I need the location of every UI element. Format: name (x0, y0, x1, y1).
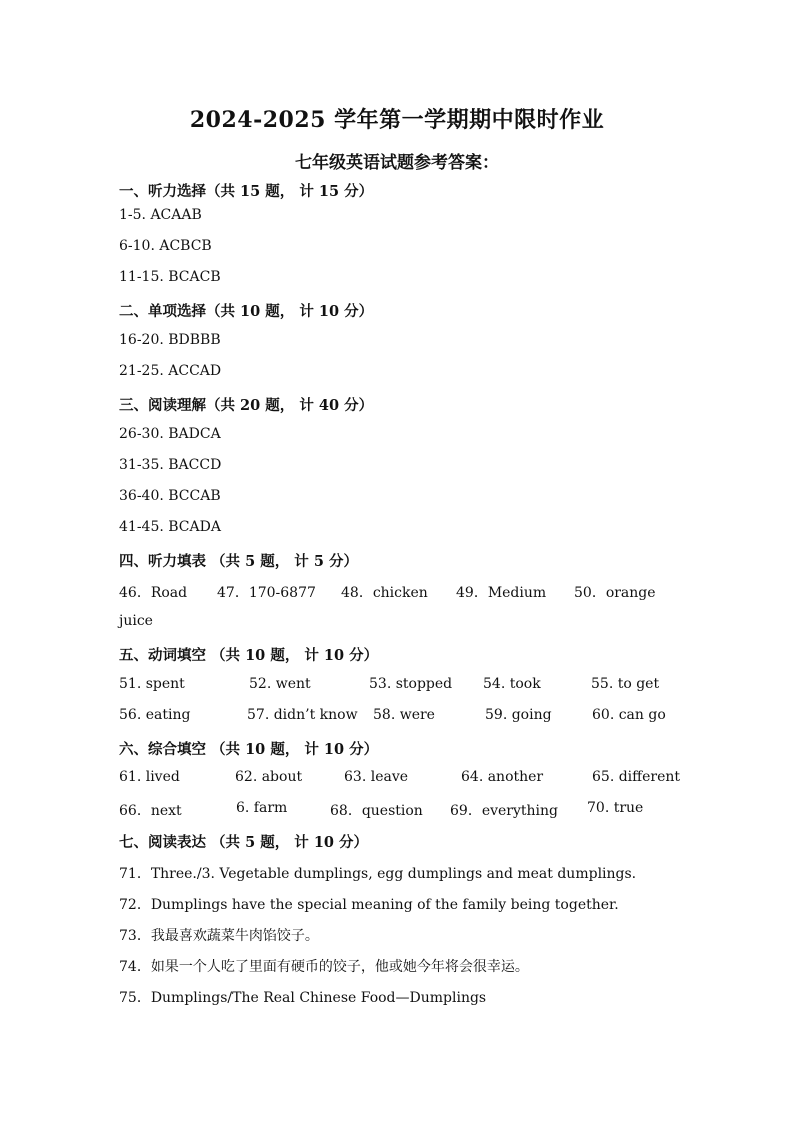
answer-line: 16-20. BDBBB (119, 332, 221, 348)
answer-cell: 47．170-6877 (217, 585, 316, 601)
answer-cell: 6. farm (236, 800, 288, 816)
answer-line: 1-5. ACAAB (119, 207, 202, 223)
answer-row (0, 582, 794, 602)
answer-row (0, 676, 794, 696)
answer-cell: 56. eating (119, 707, 191, 723)
answer-cell: 50．orange (574, 585, 656, 601)
answer-cell: 57. didn’t know (247, 707, 358, 723)
answer-cell: 46．Road (119, 585, 188, 601)
answer-line: 74．如果一个人吃了里面有硬币的饺子，他或她今年将会很幸运。 (119, 959, 529, 975)
answer-cell: 61. lived (119, 769, 180, 785)
answer-cell: 63. leave (344, 769, 409, 785)
answer-line: 72．Dumplings have the special meaning of the family being together. (119, 897, 619, 913)
answer-row (0, 800, 794, 820)
answer-cell: 70. true (587, 800, 644, 816)
section-6-heading: 六、综合填空 （共 10 题， 计 10 分） (119, 741, 379, 758)
answer-cell: 51. spent (119, 676, 185, 692)
answer-cell: 69．everything (450, 803, 558, 819)
answer-cell: 53. stopped (369, 676, 453, 692)
answer-row (0, 707, 794, 727)
answer-line: 73．我最喜欢蔬菜牛肉馅饺子。 (119, 928, 319, 944)
answer-cell: 52. went (249, 676, 311, 692)
page-subtitle: 七年级英语试题参考答案： (295, 153, 499, 173)
answer-cell: 59. going (485, 707, 552, 723)
answer-line: 41-45. BCADA (119, 519, 221, 535)
answer-cell: 58. were (373, 707, 435, 723)
answer-cell: 54. took (483, 676, 541, 692)
section-1-heading: 一、听力选择（共 15 题， 计 15 分） (119, 183, 374, 200)
answer-line: juice (119, 613, 153, 629)
answer-cell: 65. different (592, 769, 681, 785)
answer-cell: 48．chicken (341, 585, 428, 601)
section-4-heading: 四、听力填表 （共 5 题， 计 5 分） (119, 553, 358, 570)
page-title: 2024-2025 学年第一学期期中限时作业 (189, 107, 605, 133)
section-7-heading: 七、阅读表达 （共 5 题， 计 10 分） (119, 834, 369, 851)
answer-line: 36-40. BCCAB (119, 488, 221, 504)
answer-cell: 64. another (461, 769, 544, 785)
answer-line: 71．Three./3. Vegetable dumplings, egg dumplings and meat dumplings. (119, 866, 637, 882)
section-5-heading: 五、动词填空 （共 10 题， 计 10 分） (119, 647, 379, 664)
answer-line: 31-35. BACCD (119, 457, 222, 473)
section-2-heading: 二、单项选择（共 10 题， 计 10 分） (119, 303, 374, 320)
answer-line: 75．Dumplings/The Real Chinese Food—Dumplings (119, 990, 487, 1006)
section-3-heading: 三、阅读理解（共 20 题， 计 40 分） (119, 397, 374, 414)
answer-cell: 49．Medium (456, 585, 547, 601)
answer-line: 6-10. ACBCB (119, 238, 212, 254)
answer-cell: 62. about (235, 769, 303, 785)
answer-cell: 66．next (119, 803, 182, 819)
answer-line: 21-25. ACCAD (119, 363, 222, 379)
answer-row (0, 769, 794, 789)
answer-line: 11-15. BCACB (119, 269, 221, 285)
answer-cell: 60. can go (592, 707, 666, 723)
answer-cell: 55. to get (591, 676, 660, 692)
answer-cell: 68．question (330, 803, 423, 819)
answer-line: 26-30. BADCA (119, 426, 221, 442)
